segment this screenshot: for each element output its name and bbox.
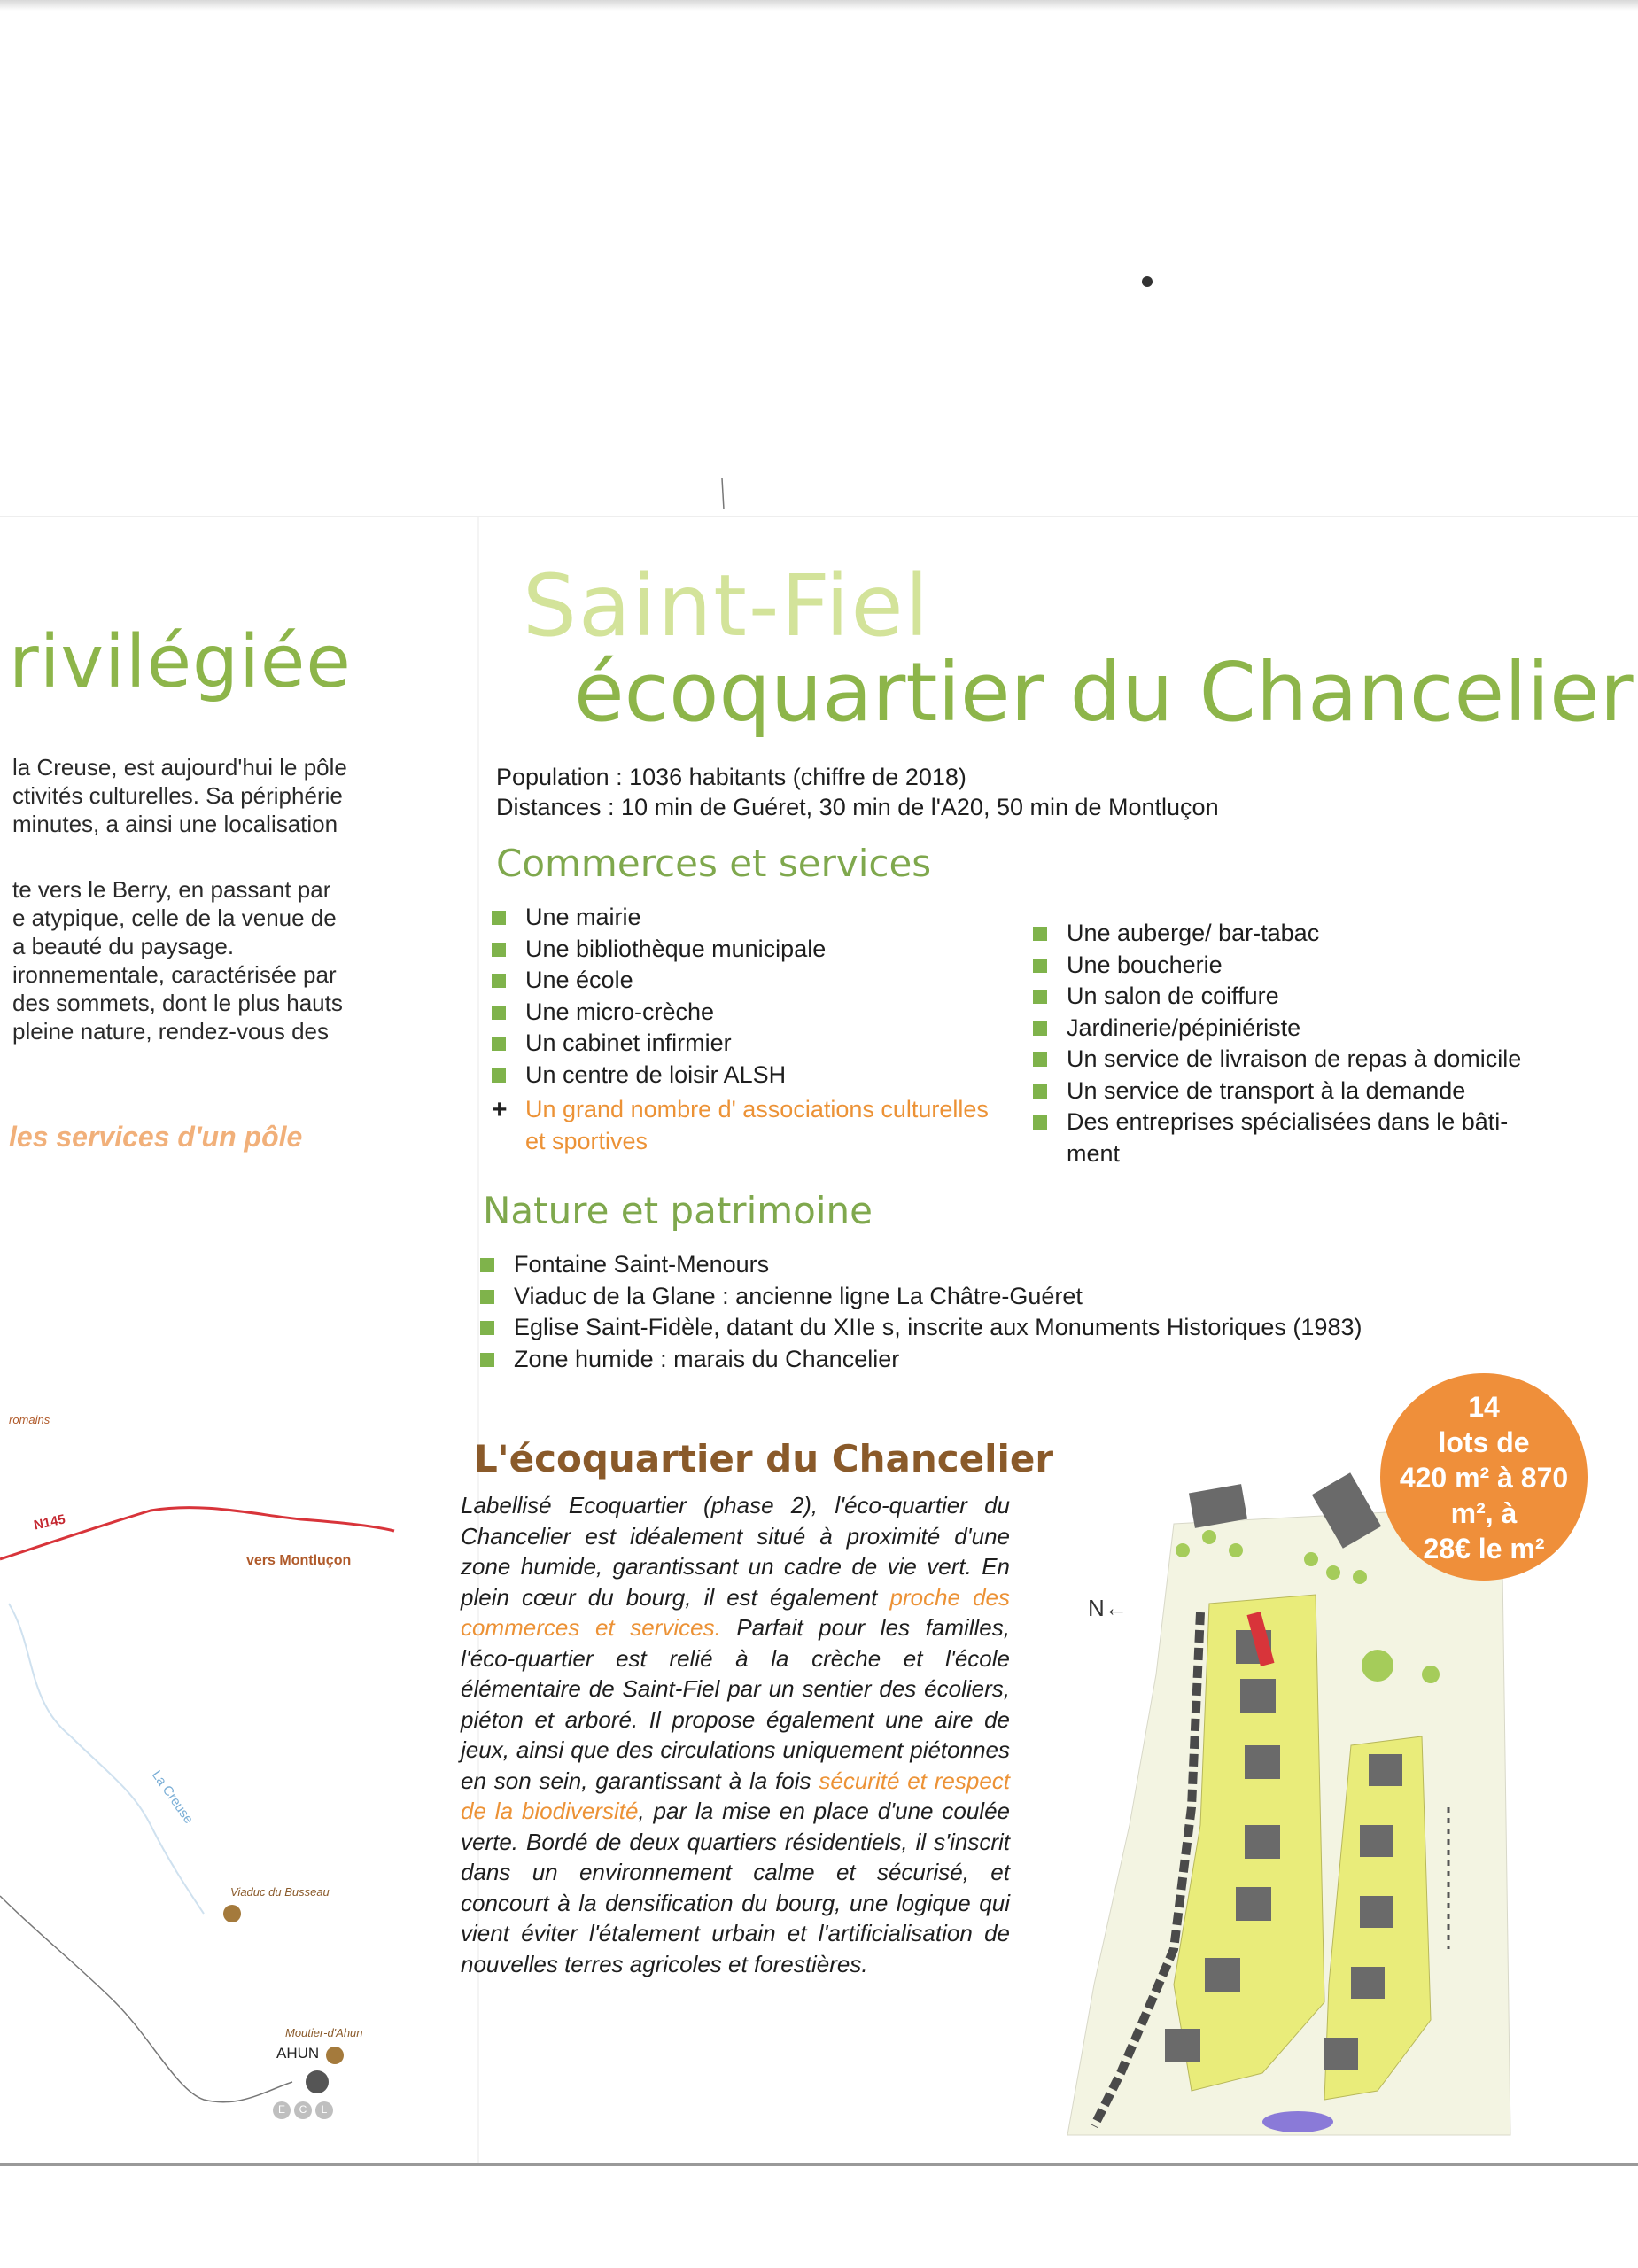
badge-line: m², à	[1450, 1497, 1518, 1529]
bullet-square	[492, 1037, 506, 1051]
ahun-marker	[326, 2047, 344, 2064]
list-item	[1033, 1044, 1600, 1076]
eco-highlight: proche des commerces et services.	[461, 1583, 1010, 1641]
nature-heading: Nature et patrimoine	[483, 1189, 873, 1232]
list-item	[1033, 1076, 1600, 1107]
list-item	[492, 902, 1023, 934]
list-item-text: Viaduc de la Glane : ancienne ligne La Châtre-Guéret	[514, 1282, 1083, 1309]
map-top-label: romains	[9, 1413, 50, 1426]
river-la-creuse	[9, 1604, 204, 1914]
bullet-square	[480, 1353, 494, 1367]
list-item-text: Un service de transport à la demande	[1067, 1076, 1466, 1104]
commerces-right-list	[1033, 918, 1600, 1169]
list-item-text: Une mairie	[525, 904, 641, 930]
road-destination: vers Montluçon	[246, 1553, 352, 1568]
circle-letter-e: E	[277, 2103, 285, 2116]
list-item	[1033, 1107, 1600, 1169]
viaduct-marker	[223, 1905, 241, 1922]
left-subheading: les services d'un pôle	[9, 1121, 303, 1153]
bullet-square	[1033, 990, 1047, 1004]
list-item-text: Jardinerie/pépiniériste	[1067, 1014, 1301, 1041]
left-paragraph-1	[12, 753, 384, 838]
building	[1324, 2038, 1358, 2070]
list-item	[492, 1060, 1023, 1091]
list-item	[1033, 918, 1600, 950]
list-item-text: Une bibliothèque municipale	[525, 935, 827, 962]
list-item-text: Des entreprises spécialisées dans le bâti-	[1067, 1108, 1509, 1135]
list-item	[480, 1312, 1543, 1344]
badge-line: lots de	[1438, 1426, 1530, 1458]
left-line: a beauté du paysage.	[12, 933, 235, 959]
eco-text-part: Labellisé Ecoquartier (phase 2), l'éco-quartier du Chancelier est idéalement situé à proximité d'une zone humide, garantissant un cadre de vie vert. En plein cœur du bourg, il est également	[461, 1492, 1010, 1611]
left-paragraph-2	[12, 875, 384, 1045]
left-line: ctivités culturelles. Sa périphérie	[12, 782, 343, 809]
title-line-2: écoquartier du Chancelier	[574, 645, 1634, 740]
bullet-square	[492, 974, 506, 988]
ahun-town-marker	[306, 2070, 329, 2093]
viaduct-label: Viaduc du Busseau	[230, 1885, 330, 1899]
lots-badge	[1380, 1373, 1588, 1581]
bullet-square	[492, 943, 506, 957]
commerces-left-list	[492, 902, 1023, 1157]
bullet-square	[480, 1258, 494, 1272]
building	[1369, 1754, 1402, 1786]
circle-letter-l: L	[321, 2103, 328, 2116]
bullet-square	[1033, 1115, 1047, 1130]
list-item-text: ment	[1067, 1139, 1121, 1167]
bullet-square	[1033, 1021, 1047, 1036]
bullet-square	[1033, 927, 1047, 941]
left-line: des sommets, dont le plus hauts	[12, 990, 343, 1016]
list-item	[492, 1028, 1023, 1060]
list-item-text: Un cabinet infirmier	[525, 1029, 732, 1056]
circle-letter-c: C	[299, 2103, 307, 2116]
badge-line: 28€ le m²	[1423, 1533, 1545, 1565]
bullet-square	[492, 911, 506, 925]
building	[1240, 1679, 1276, 1713]
list-item-text: Un grand nombre d' associations culturelles	[525, 1096, 989, 1122]
list-item	[1033, 950, 1600, 982]
bullet-square	[480, 1290, 494, 1304]
tree	[1353, 1570, 1367, 1584]
list-item-plus	[492, 1094, 1023, 1157]
ecoquartier-heading: L'écoquartier du Chancelier	[474, 1437, 1054, 1480]
nature-list	[480, 1249, 1543, 1375]
left-heading: rivilégiée	[9, 620, 352, 704]
left-line: ironnementale, caractérisée par	[12, 961, 337, 988]
list-item-text: Une boucherie	[1067, 951, 1223, 978]
list-item	[492, 965, 1023, 997]
list-item	[480, 1344, 1543, 1376]
eco-highlight: sécurité et respect de la biodiversité	[461, 1767, 1010, 1824]
list-item-text: Eglise Saint-Fidèle, datant du XIIe s, inscrite aux Monuments Historiques (1983)	[514, 1314, 1362, 1340]
list-item-text: Fontaine Saint-Menours	[514, 1251, 770, 1278]
town-label: AHUN	[276, 2045, 320, 2062]
list-item	[480, 1281, 1543, 1313]
town-small-label: Moutier-d'Ahun	[285, 2026, 363, 2039]
eco-text-part: , par la mise en place d'une coulée verte. Bordé de deux quartiers résidentiels, il s'inscrit dans un environnement calme et sécurisé, et concourt à la densification du bourg, une logique qui vient éviter l'étalement urbain et l'artificialisation de nouvelles terres agricoles et forestières.	[461, 1798, 1010, 1977]
population-line: Population : 1036 habitants (chiffre de 2018)	[496, 764, 966, 790]
road-label: N145	[32, 1511, 67, 1534]
list-item-text: Une école	[525, 967, 633, 993]
building	[1245, 1745, 1280, 1779]
building	[1360, 1825, 1393, 1857]
building	[1165, 2029, 1200, 2062]
ecoquartier-text	[461, 1490, 1010, 1979]
building	[1245, 1825, 1280, 1859]
left-line: e atypique, celle de la venue de	[12, 905, 337, 931]
tree	[1304, 1552, 1318, 1566]
distances-line: Distances : 10 min de Guéret, 30 min de l'A20, 50 min de Montluçon	[496, 794, 1219, 820]
list-item	[1033, 981, 1600, 1013]
left-line: la Creuse, est aujourd'hui le pôle	[12, 754, 347, 781]
tree	[1176, 1543, 1190, 1557]
left-line: pleine nature, rendez-vous des	[12, 1018, 330, 1045]
tree	[1362, 1650, 1393, 1682]
bullet-square	[492, 1006, 506, 1020]
list-item-text: Zone humide : marais du Chancelier	[514, 1345, 900, 1372]
list-item	[492, 934, 1023, 966]
title-line-1: Saint-Fiel	[523, 556, 931, 656]
plus-icon: +	[492, 1095, 508, 1124]
river-label: La Creuse	[148, 1767, 197, 1827]
north-label: N←	[1088, 1595, 1128, 1621]
bullet-square	[492, 1068, 506, 1083]
list-item-text: Une micro-crèche	[525, 998, 715, 1025]
eco-text-part: Parfait pour les familles, l'éco-quartier est relié à la crèche et l'école élémentaire de Saint-Fiel par un sentier des écoliers, piéton et arboré. Il propose également une aire de jeux, ainsi que des circulations uniquement piétonnes en son sein, garantissant à la fois	[461, 1614, 1010, 1794]
building	[1236, 1887, 1271, 1921]
badge-line: 420 m² à 870	[1399, 1462, 1569, 1494]
bullet-square	[480, 1321, 494, 1335]
river-lower	[0, 1896, 292, 2102]
left-line: minutes, a ainsi une localisation	[12, 811, 338, 837]
building	[1351, 1967, 1385, 1999]
building	[1205, 1958, 1240, 1992]
list-item-text: Une auberge/ bar-tabac	[1067, 920, 1320, 946]
building	[1360, 1896, 1393, 1928]
badge-text	[1380, 1389, 1588, 1566]
list-item	[1033, 1013, 1600, 1045]
list-item-text: Un service de livraison de repas à domicile	[1067, 1045, 1522, 1072]
bullet-square	[1033, 1084, 1047, 1099]
list-item	[492, 997, 1023, 1029]
list-item-text: et sportives	[525, 1127, 648, 1154]
commerces-heading: Commerces et services	[496, 842, 932, 885]
list-item-text: Un salon de coiffure	[1067, 983, 1279, 1009]
tree	[1326, 1565, 1340, 1580]
plan-pond	[1262, 2111, 1333, 2132]
region-map	[0, 1471, 408, 2162]
list-item-text: Un centre de loisir ALSH	[525, 1060, 787, 1088]
tree	[1229, 1543, 1243, 1557]
bullet-square	[1033, 1052, 1047, 1067]
bullet-square	[1033, 959, 1047, 973]
list-item	[480, 1249, 1543, 1281]
badge-line: 14	[1468, 1391, 1500, 1423]
tree	[1422, 1666, 1440, 1683]
left-line: te vers le Berry, en passant par	[12, 876, 331, 903]
tree	[1202, 1530, 1216, 1544]
